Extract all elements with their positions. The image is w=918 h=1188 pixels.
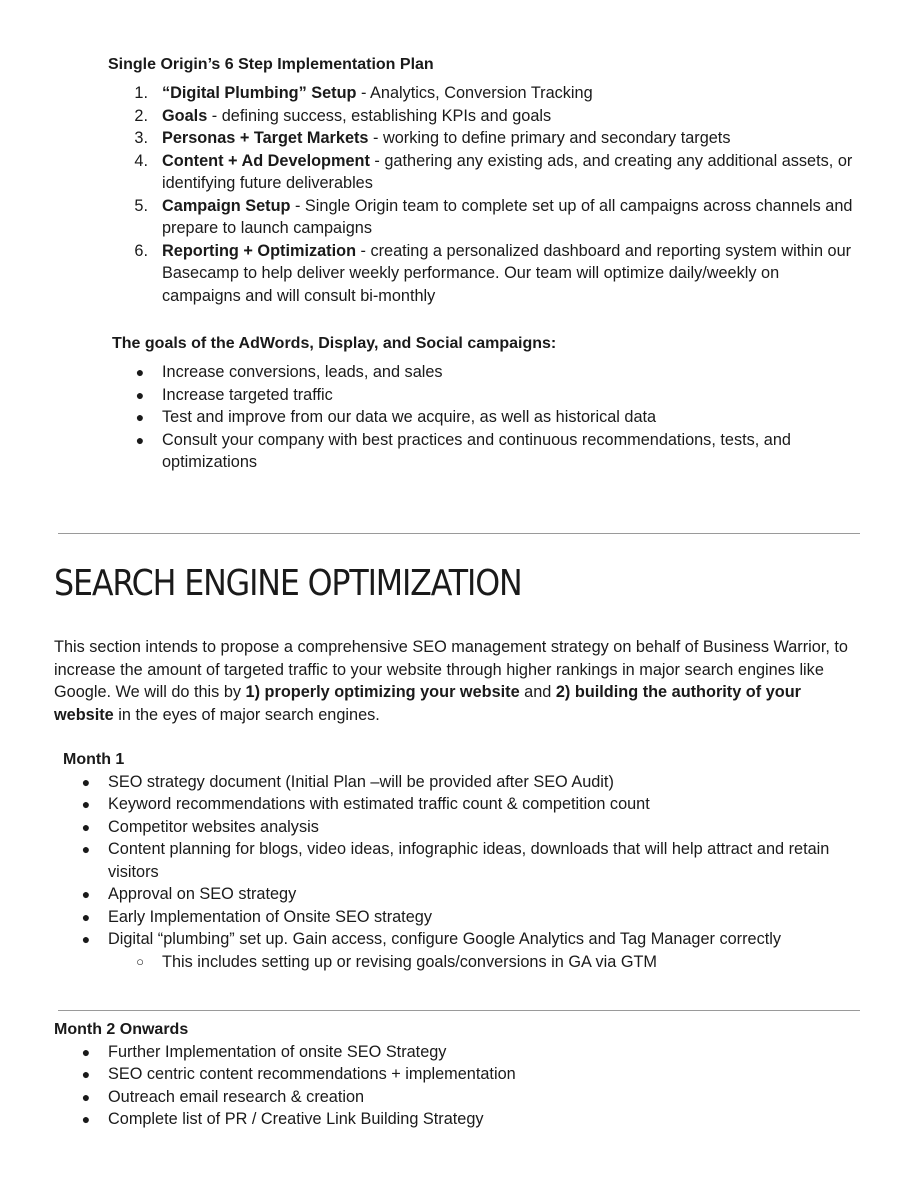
goals-heading: The goals of the AdWords, Display, and Social campaigns: <box>112 335 557 352</box>
step-description: - working to define primary and secondary targets <box>368 129 731 147</box>
hollow-bullet-icon: ○ <box>136 954 144 969</box>
step-title: Personas + Target Markets <box>162 129 369 147</box>
step-title: Campaign Setup <box>162 197 291 215</box>
step-title: Content + Ad Development <box>162 152 370 170</box>
step-description-cont: campaigns and will consult bi-monthly <box>162 287 436 305</box>
step-number: 3. <box>134 129 148 147</box>
plan-heading: Single Origin’s 6 Step Implementation Plan <box>108 56 434 73</box>
bullet-icon: ● <box>81 796 91 812</box>
bullet-icon: ● <box>81 774 91 790</box>
intro-line: This section intends to propose a comprehensive SEO management strategy on behalf of Business Warrior, to <box>54 638 848 656</box>
intro-line: Google. We will do this by 1) properly optimizing your website and 2) building the authority of your <box>54 683 801 701</box>
step-title: Reporting + Optimization <box>162 242 357 260</box>
section-divider <box>58 1010 860 1011</box>
step-title: Goals <box>162 107 208 125</box>
intro-paragraph <box>54 636 866 726</box>
month1-heading: Month 1 <box>63 751 125 768</box>
step-description-cont: Basecamp to help deliver weekly performance. Our team will optimize daily/weekly on <box>162 264 780 282</box>
section-divider <box>58 533 860 534</box>
bullet-icon: ● <box>81 931 91 947</box>
step-number: 4. <box>134 152 148 170</box>
step-description: - Analytics, Conversion Tracking <box>356 84 593 102</box>
bullet-icon: ● <box>81 1089 91 1105</box>
bullet-icon: ● <box>81 1044 91 1060</box>
bullet-icon: ● <box>81 909 91 925</box>
intro-line: increase the amount of targeted traffic to your website through higher rankings in major search engines like <box>54 660 824 679</box>
bullet-icon: ● <box>135 409 145 425</box>
bullet-icon: ● <box>81 1066 91 1082</box>
bullet-icon: ● <box>81 841 91 857</box>
step-description: - creating a personalized dashboard and reporting system within our <box>356 242 852 260</box>
bullet-icon: ● <box>135 364 145 380</box>
section-title: SEARCH ENGINE OPTIMIZATION <box>54 563 522 604</box>
bullet-icon: ● <box>81 819 91 835</box>
intro-line: website in the eyes of major search engines. <box>54 705 380 724</box>
step-number: 1. <box>134 84 148 102</box>
step-description-cont: prepare to launch campaigns <box>162 219 372 237</box>
step-description-cont: identifying future deliverables <box>162 174 373 192</box>
step-number: 5. <box>134 197 148 215</box>
bullet-icon: ● <box>81 1111 91 1127</box>
step-description: - Single Origin team to complete set up of all campaigns across channels and <box>290 197 853 215</box>
step-number: 2. <box>134 107 148 125</box>
bullet-icon: ● <box>135 387 145 403</box>
step-title: “Digital Plumbing” Setup <box>162 84 357 102</box>
step-number: 6. <box>134 242 148 260</box>
month2-heading: Month 2 Onwards <box>54 1021 189 1038</box>
bullet-icon: ● <box>81 886 91 902</box>
bullet-icon: ● <box>135 432 145 448</box>
step-description: - gathering any existing ads, and creating any additional assets, or <box>369 152 853 170</box>
step-description: - defining success, establishing KPIs and goals <box>207 107 552 125</box>
